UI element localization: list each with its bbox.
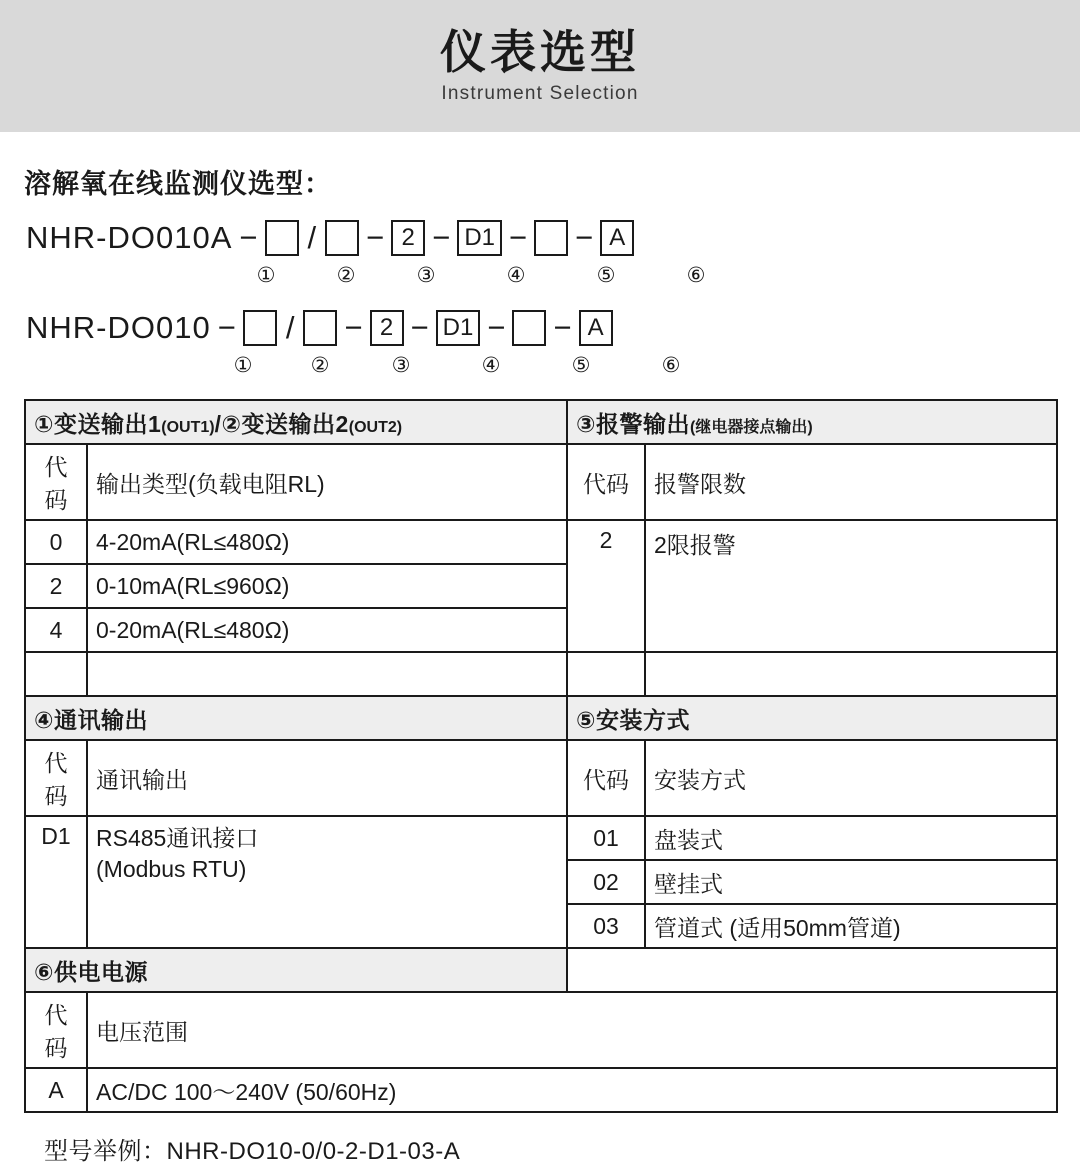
block2-right-code-0: 01	[567, 816, 645, 860]
block2-left-desc-0	[87, 816, 567, 948]
block2-left-code-0: D1	[25, 816, 87, 948]
block1-left-header-small2: (OUT2)	[348, 418, 403, 436]
model-field-2-3[interactable]: 2	[370, 310, 404, 346]
block3-col-0: 代码	[25, 992, 87, 1068]
block3-desc-0: AC/DC 100～240V (50/60Hz)	[87, 1068, 1057, 1112]
dash-separator: −	[344, 310, 363, 345]
block2-right-desc-1: 壁挂式	[645, 860, 1057, 904]
dash-separator: −	[410, 310, 429, 345]
block1-left-header-mid: /②变送输出2	[214, 410, 349, 437]
block1-right-col-0: 代码	[567, 444, 645, 520]
block1-left-header	[25, 400, 567, 444]
block3-header: ⑥供电电源	[25, 948, 567, 992]
model-field-1-4[interactable]: D1	[457, 220, 502, 256]
block1-right-code-0: 2	[567, 520, 645, 652]
block1-left-desc-1: 0-10mA(RL≤960Ω)	[87, 564, 567, 608]
block2-left-desc-0-line2: (Modbus RTU)	[96, 856, 247, 883]
block2-left-col-0: 代码	[25, 740, 87, 816]
slash-separator: /	[307, 220, 317, 255]
dash-separator: −	[509, 220, 528, 255]
table-row	[25, 652, 1057, 696]
slash-separator: /	[285, 310, 295, 345]
model-example: 型号举例：NHR-DO10-0/0-2-D1-03-A	[44, 1138, 461, 1165]
block1-spacer-right-code	[567, 652, 645, 696]
page-subtitle: Instrument Selection	[441, 82, 639, 104]
model-index-line-2	[26, 353, 1080, 383]
block1-spacer-left-code	[25, 652, 87, 696]
block2-right-desc-0: 盘装式	[645, 816, 1057, 860]
index-2-2: ②	[310, 354, 330, 377]
model-name-2: NHR-DO010	[26, 310, 211, 345]
table-row	[25, 992, 1057, 1068]
dash-separator: −	[575, 220, 594, 255]
block1-spacer-right-desc	[645, 652, 1057, 696]
block1-right-header-small: (继电器接点输出)	[690, 418, 813, 436]
index-2-6: ⑥	[661, 354, 681, 377]
table-row	[25, 740, 1057, 816]
table-row	[25, 948, 1057, 992]
block1-left-desc-2: 0-20mA(RL≤480Ω)	[87, 608, 567, 652]
block2-right-code-2: 03	[567, 904, 645, 948]
page-title: 仪表选型	[440, 26, 640, 79]
model-index-line-1	[26, 263, 1080, 293]
table-row	[25, 400, 1057, 444]
index-2-5: ⑤	[571, 354, 591, 377]
model-field-1-1[interactable]	[265, 220, 299, 256]
block1-left-header-small1: (OUT1)	[161, 418, 215, 436]
section-title: 溶解氧在线监测仪选型：	[24, 169, 332, 199]
index-1-3: ③	[416, 264, 436, 287]
model-code-row-1	[26, 215, 1080, 293]
model-field-2-4[interactable]: D1	[436, 310, 481, 346]
dash-separator: −	[366, 220, 385, 255]
block1-left-code-1: 2	[25, 564, 87, 608]
block1-right-desc-0: 2限报警	[645, 520, 1057, 652]
model-name-1: NHR-DO010A	[26, 220, 233, 255]
table-row	[25, 696, 1057, 740]
block3-code-0: A	[25, 1068, 87, 1112]
block2-left-header: ④通讯输出	[25, 696, 567, 740]
index-1-6: ⑥	[686, 264, 706, 287]
model-field-1-5[interactable]	[534, 220, 568, 256]
dash-separator: −	[487, 310, 506, 345]
model-field-1-6[interactable]: A	[600, 220, 634, 256]
index-2-3: ③	[391, 354, 411, 377]
table-row	[25, 1068, 1057, 1112]
block1-left-col-0: 代码	[25, 444, 87, 520]
dash-separator: −	[432, 220, 451, 255]
model-field-1-3[interactable]: 2	[391, 220, 425, 256]
index-1-5: ⑤	[596, 264, 616, 287]
model-field-2-5[interactable]	[512, 310, 546, 346]
block2-right-desc-2: 管道式 (适用50mm管道)	[645, 904, 1057, 948]
model-field-1-2[interactable]	[325, 220, 359, 256]
block2-right-header: ⑤安装方式	[567, 696, 1057, 740]
block3-col-1: 电压范围	[87, 992, 1057, 1068]
index-1-2: ②	[336, 264, 356, 287]
index-2-1: ①	[233, 354, 253, 377]
dash-separator: −	[239, 220, 258, 255]
model-code-block	[26, 215, 1080, 383]
block2-left-desc-0-line1: RS485通讯接口	[96, 825, 259, 851]
block1-left-desc-0: 4-20mA(RL≤480Ω)	[87, 520, 567, 564]
table-row	[25, 520, 1057, 564]
model-field-2-2[interactable]	[303, 310, 337, 346]
model-field-2-6[interactable]: A	[579, 310, 613, 346]
block1-spacer-left-desc	[87, 652, 567, 696]
table-row	[25, 444, 1057, 520]
block2-right-col-0: 代码	[567, 740, 645, 816]
block2-right-code-1: 02	[567, 860, 645, 904]
block3-header-empty	[567, 948, 1057, 992]
block1-right-header-main: ③报警输出	[576, 410, 690, 437]
model-field-2-1[interactable]	[243, 310, 277, 346]
specification-table	[24, 399, 1058, 1113]
block2-right-col-1: 安装方式	[645, 740, 1057, 816]
block1-left-code-0: 0	[25, 520, 87, 564]
block1-left-header-main: ①变送输出1	[34, 410, 162, 437]
index-1-1: ①	[256, 264, 276, 287]
index-2-4: ④	[481, 354, 501, 377]
dash-separator: −	[217, 310, 236, 345]
header-banner	[0, 0, 1080, 132]
block2-left-col-1: 通讯输出	[87, 740, 567, 816]
block1-left-code-2: 4	[25, 608, 87, 652]
block1-right-col-1: 报警限数	[645, 444, 1057, 520]
model-code-row-2	[26, 305, 1080, 383]
dash-separator: −	[553, 310, 572, 345]
block1-left-col-1: 输出类型(负载电阻RL)	[87, 444, 567, 520]
index-1-4: ④	[506, 264, 526, 287]
table-row	[25, 816, 1057, 860]
block1-right-header	[567, 400, 1057, 444]
